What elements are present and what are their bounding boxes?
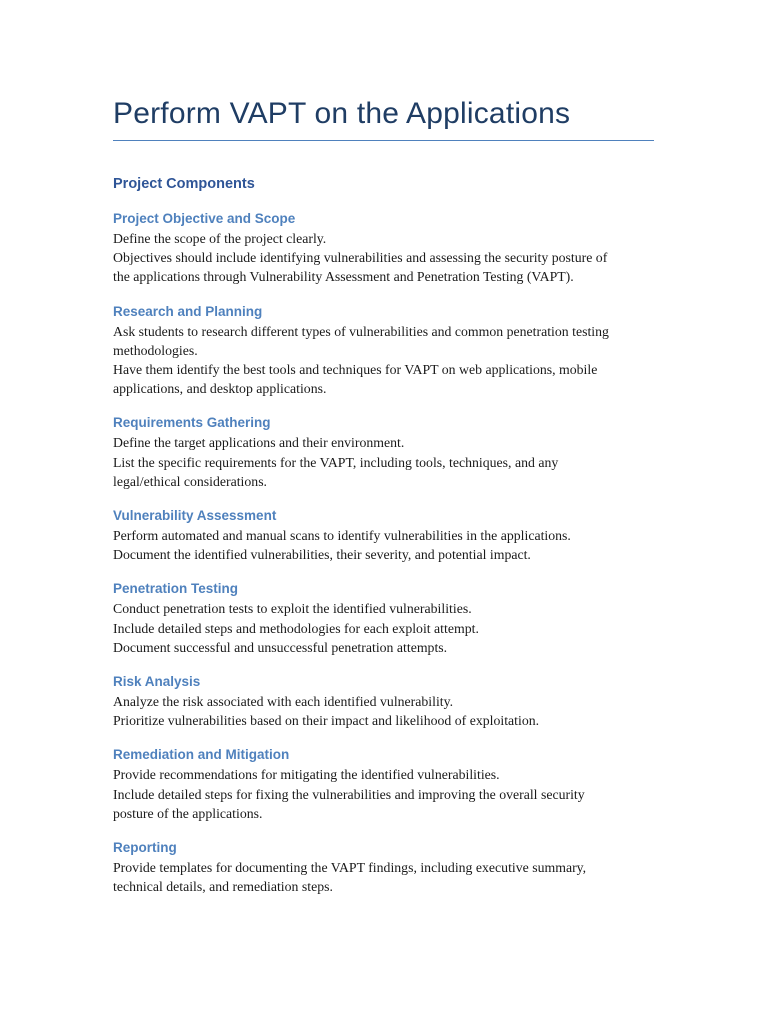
- body-text-line: Prioritize vulnerabilities based on their impact and likelihood of exploitation.: [113, 713, 540, 729]
- subsection-heading: Requirements Gathering: [113, 415, 271, 431]
- body-text-line: Provide templates for documenting the VAPT findings, including executive summary,: [113, 860, 587, 876]
- subsection-heading: Research and Planning: [113, 303, 263, 319]
- section-vulnerability-assessment: [113, 507, 658, 564]
- body-text-line: Perform automated and manual scans to identify vulnerabilities in the applications.: [113, 528, 571, 544]
- body-text-line: Document successful and unsuccessful penetration attempts.: [113, 639, 448, 655]
- section-reporting: [113, 839, 658, 896]
- section-project-objective-and-scope: [113, 210, 658, 287]
- document-page: [113, 93, 658, 896]
- body-text-line: List the specific requirements for the VAPT, including tools, techniques, and any: [113, 454, 559, 470]
- body-text-line: posture of the applications.: [113, 805, 263, 821]
- subsection-heading: Vulnerability Assessment: [113, 508, 277, 524]
- section-penetration-testing: [113, 580, 658, 657]
- section-heading-project-components: Project Components: [113, 176, 255, 192]
- section-requirements-gathering: [113, 414, 658, 491]
- body-text-line: Analyze the risk associated with each identified vulnerability.: [113, 694, 454, 710]
- body-text-line: technical details, and remediation steps.: [113, 879, 333, 895]
- body-text-line: Define the target applications and their environment.: [113, 435, 405, 451]
- body-text-line: Objectives should include identifying vulnerabilities and assessing the security posture of: [113, 250, 608, 266]
- body-text-line: Define the scope of the project clearly.: [113, 231, 327, 246]
- subsection-heading: Reporting: [113, 840, 177, 856]
- section-remediation-and-mitigation: [113, 746, 658, 823]
- body-text-line: Conduct penetration tests to exploit the identified vulnerabilities.: [113, 601, 472, 617]
- section-research-and-planning: [113, 303, 658, 399]
- title-divider: [113, 140, 654, 141]
- body-text-line: Document the identified vulnerabilities, their severity, and potential impact.: [113, 547, 531, 563]
- body-text-line: Have them identify the best tools and techniques for VAPT on web applications, mobile: [113, 362, 598, 378]
- body-text-line: methodologies.: [113, 342, 198, 358]
- sections-container: [113, 210, 658, 896]
- body-text-line: Ask students to research different types of vulnerabilities and common penetration testing: [113, 323, 609, 339]
- subsection-heading: Project Objective and Scope: [113, 211, 296, 226]
- body-text-line: applications, and desktop applications.: [113, 381, 327, 397]
- section-risk-analysis: [113, 673, 658, 730]
- subsection-heading: Penetration Testing: [113, 581, 239, 597]
- body-text-line: the applications through Vulnerability Assessment and Penetration Testing (VAPT).: [113, 269, 574, 285]
- subsection-heading: Remediation and Mitigation: [113, 747, 290, 763]
- body-text-line: Include detailed steps and methodologies for each exploit attempt.: [113, 620, 479, 636]
- subsection-heading: Risk Analysis: [113, 674, 201, 690]
- body-text-line: legal/ethical considerations.: [113, 473, 268, 489]
- body-text-line: Include detailed steps for fixing the vulnerabilities and improving the overall security: [113, 786, 585, 802]
- page-title: Perform VAPT on the Applications: [113, 97, 571, 130]
- body-text-line: Provide recommendations for mitigating the identified vulnerabilities.: [113, 767, 500, 783]
